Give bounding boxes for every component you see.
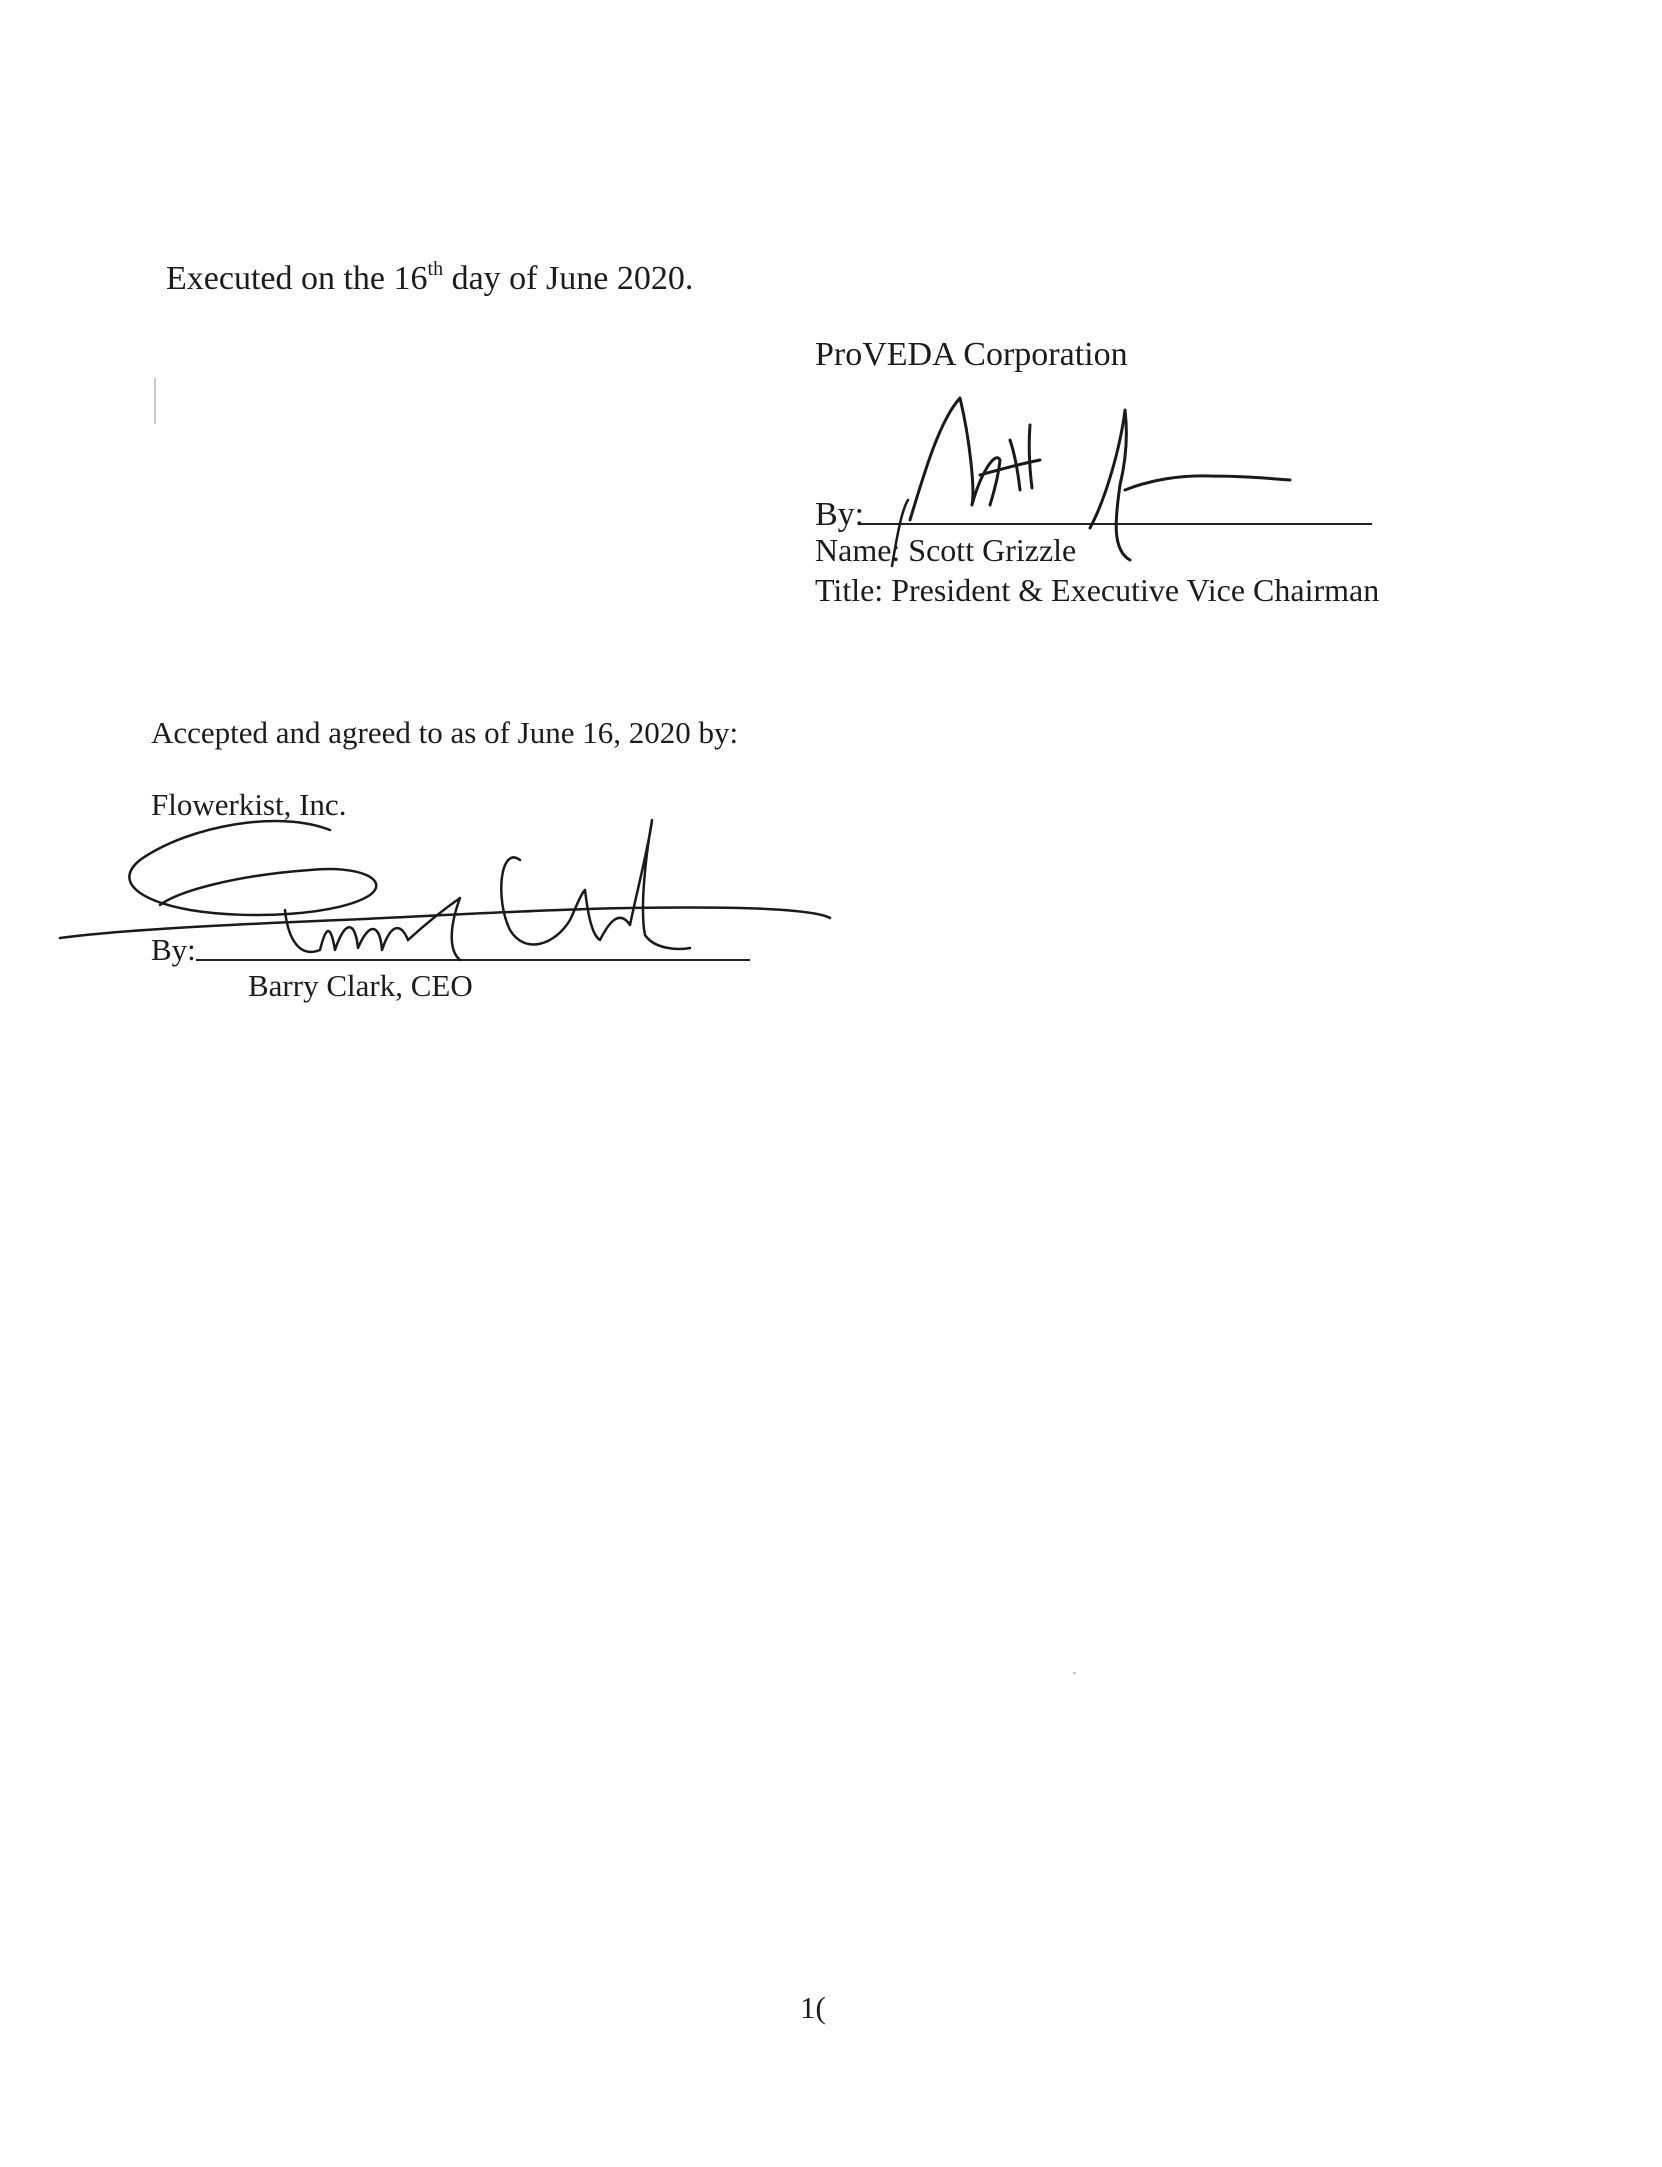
- proveda-signature-stroke-5: [1125, 476, 1290, 490]
- execution-prefix: Executed on the 16: [166, 260, 428, 297]
- proveda-company-name: ProVEDA Corporation: [815, 336, 1128, 373]
- proveda-signature-stroke-3: [1010, 425, 1032, 490]
- proveda-signature-stroke-1: [910, 398, 1000, 520]
- acceptance-signature-stroke-3: [285, 910, 408, 952]
- execution-suffix: day of June 2020.: [443, 260, 694, 297]
- acceptance-by-label: By:: [151, 932, 196, 967]
- proveda-signer-title: Title: President & Executive Vice Chairman: [815, 572, 1380, 608]
- acceptance-signature-stroke-1: [129, 821, 376, 915]
- acceptance-statement: Accepted and agreed to as of June 16, 2020 by:: [151, 715, 739, 750]
- acceptance-signature: [40, 800, 840, 970]
- acceptance-signer: Barry Clark, CEO: [248, 968, 473, 1003]
- acceptance-signature-stroke-2: [60, 907, 830, 938]
- proveda-by-label: By:: [815, 496, 865, 533]
- acceptance-signature-stroke-5: [501, 820, 690, 949]
- proveda-signer-name: Name: Scott Grizzle: [815, 532, 1077, 568]
- acceptance-company-name: Flowerkist, Inc.: [151, 787, 347, 822]
- acceptance-signature-stroke-4: [408, 898, 460, 960]
- scan-speck: [1073, 1672, 1076, 1674]
- page-number: 1(: [800, 1990, 826, 2025]
- proveda-signature-stroke-4: [1090, 410, 1130, 560]
- execution-ordinal: th: [427, 258, 444, 280]
- scan-artifact: [154, 378, 156, 424]
- execution-statement: [166, 258, 694, 297]
